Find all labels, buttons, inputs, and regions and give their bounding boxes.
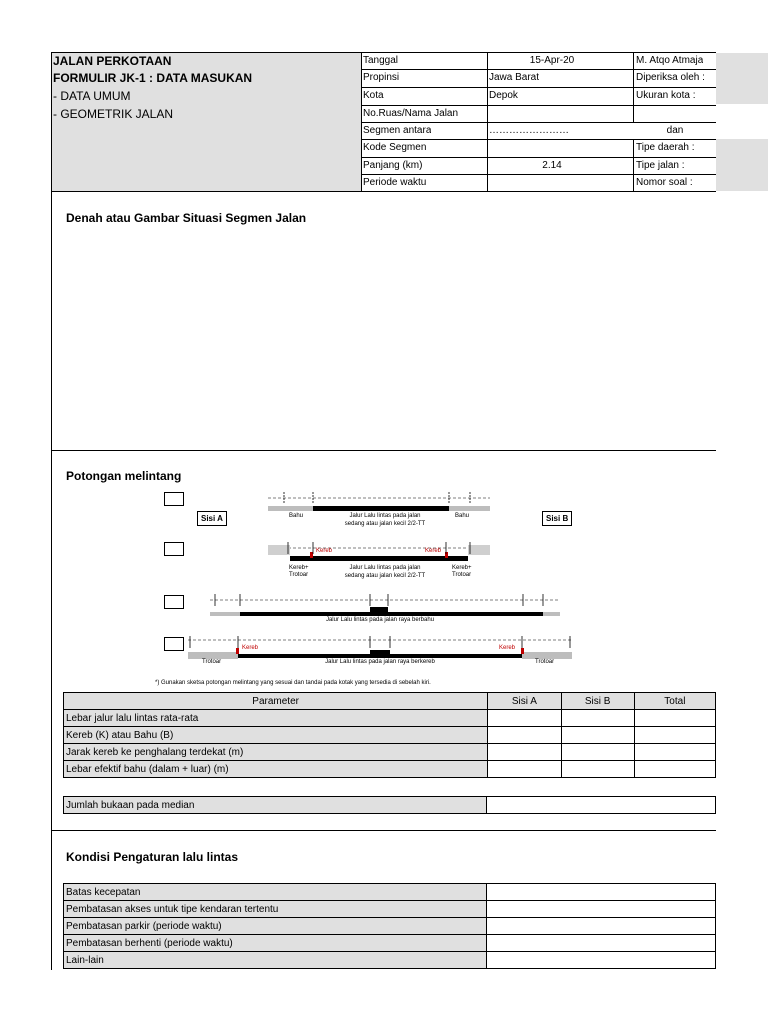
param-label: Lebar jalur lalu lintas rata-rata: [64, 710, 488, 727]
header-field-value[interactable]: ……………………: [489, 125, 569, 136]
sketch-note: *) Gunakan sketsa potongan melintang yang sesuai dan tandai pada kotak yang tersedia di sebelah kiri.: [155, 680, 431, 686]
fig2-right-label: Kereb+: [452, 565, 472, 571]
sketch-3: [210, 594, 560, 616]
median-table: [63, 796, 716, 814]
parameter-header-row: [64, 693, 716, 710]
sketch-1: [268, 492, 490, 511]
sisi-b-cell[interactable]: [561, 744, 634, 761]
header-right-field: Diperiksa oleh :: [636, 72, 705, 83]
col-sisi-a: Sisi A: [488, 693, 561, 710]
kondisi-label: Pembatasan berhenti (periode waktu): [64, 935, 487, 952]
sisi-a-cell[interactable]: [488, 761, 561, 778]
sisi-b-label: Sisi B: [542, 511, 572, 526]
section-geometrik: - GEOMETRIK JALAN: [53, 107, 174, 121]
fig2-caption-2: sedang atau jalan kecil 2/2-TT: [344, 573, 426, 579]
header-field-label: Kode Segmen: [363, 142, 427, 153]
header-field-label: Tanggal: [363, 55, 399, 66]
parameter-table: [63, 692, 716, 778]
fig1-caption-2: sedang atau jalan kecil 2/2-TT: [344, 521, 426, 527]
fig4-kereb-left: Kereb: [242, 645, 259, 651]
header-right-field: M. Atqo Atmaja: [636, 55, 704, 66]
form-subtitle: FORMULIR JK-1 : DATA MASUKAN: [53, 71, 253, 85]
header-right-panel-bottom: [716, 139, 768, 191]
potongan-title: Potongan melintang: [66, 469, 182, 483]
header-field-label: Kota: [363, 90, 384, 101]
table-row: [64, 797, 716, 814]
sisi-b-cell[interactable]: [561, 727, 634, 744]
table-row: [64, 744, 716, 761]
denah-title: Denah atau Gambar Situasi Segmen Jalan: [66, 211, 307, 225]
sisi-b-cell[interactable]: [561, 761, 634, 778]
fig2-left-label: Kereb+: [289, 565, 309, 571]
sisi-a-cell[interactable]: [488, 710, 561, 727]
col-sisi-b: Sisi B: [561, 693, 634, 710]
fig2-caption-1: Jalur Lalu lintas pada jalan: [349, 565, 421, 571]
sisi-a-cell[interactable]: [488, 744, 561, 761]
param-label: Lebar efektif bahu (dalam + luar) (m): [64, 761, 488, 778]
header-field-value[interactable]: 2.14: [542, 160, 562, 171]
table-row: [64, 935, 716, 952]
param-label: Kereb (K) atau Bahu (B): [64, 727, 488, 744]
fig4-left-label: Trotoar: [202, 659, 222, 665]
fig4-right-label: Trotoar: [535, 659, 555, 665]
col-total: Total: [634, 693, 715, 710]
kondisi-value-cell[interactable]: [487, 901, 716, 918]
header-field-label: Segmen antara: [363, 125, 432, 136]
total-cell[interactable]: [634, 744, 715, 761]
kondisi-value-cell[interactable]: [487, 952, 716, 969]
kondisi-label: Batas kecepatan: [64, 884, 487, 901]
table-row: [64, 918, 716, 935]
kondisi-title: Kondisi Pengaturan lalu lintas: [66, 850, 239, 864]
header-field-value[interactable]: 15-Apr-20: [529, 55, 575, 66]
kondisi-value-cell[interactable]: [487, 935, 716, 952]
sisi-a-label: Sisi A: [197, 511, 227, 526]
fig3-caption: Jalur Lalu lintas pada jalan raya berbahu: [325, 617, 435, 623]
total-cell[interactable]: [634, 727, 715, 744]
table-row: [64, 727, 716, 744]
header-field-label: Panjang (km): [363, 160, 423, 171]
kondisi-value-cell[interactable]: [487, 918, 716, 935]
table-row: [64, 710, 716, 727]
sisi-a-cell[interactable]: [488, 727, 561, 744]
header-right-field: Tipe daerah :: [636, 142, 695, 153]
median-value-cell[interactable]: [487, 797, 716, 814]
fig2-left-label-2: Trotoar: [289, 572, 309, 578]
fig1-caption-1: Jalur Lalu lintas pada jalan: [349, 513, 421, 519]
header-field-label: Propinsi: [363, 72, 400, 83]
kondisi-label: Pembatasan akses untuk tipe kendaran tertentu: [64, 901, 487, 918]
sketch-2: [268, 542, 490, 561]
section-data-umum: - DATA UMUM: [53, 89, 131, 103]
header-field-label: No.Ruas/Nama Jalan: [363, 108, 459, 119]
header-right-field: Nomor soal :: [636, 177, 693, 188]
table-row: [64, 901, 716, 918]
header-right-panel-top: [716, 53, 768, 104]
fig2-kereb-left: Kereb: [316, 548, 333, 554]
header-field-value[interactable]: Depok: [489, 90, 518, 101]
table-row: [64, 952, 716, 969]
table-row: [64, 884, 716, 901]
total-cell[interactable]: [634, 710, 715, 727]
median-label: Jumlah bukaan pada median: [64, 797, 487, 814]
total-cell[interactable]: [634, 761, 715, 778]
col-parameter: Parameter: [64, 693, 488, 710]
header-right-field: Tipe jalan :: [636, 160, 685, 171]
header-field-label: Periode waktu: [363, 177, 427, 188]
form-title: JALAN PERKOTAAN: [53, 54, 172, 68]
fig2-kereb-right: Kereb: [425, 548, 442, 554]
header-right-field: Ukuran kota :: [636, 90, 696, 101]
kondisi-table: [63, 883, 716, 969]
kondisi-label: Lain-lain: [64, 952, 487, 969]
table-row: [64, 761, 716, 778]
param-label: Jarak kereb ke penghalang terdekat (m): [64, 744, 488, 761]
header-field-value[interactable]: Jawa Barat: [489, 72, 540, 83]
sisi-b-cell[interactable]: [561, 710, 634, 727]
fig2-right-label-2: Trotoar: [452, 572, 472, 578]
kondisi-value-cell[interactable]: [487, 884, 716, 901]
kondisi-label: Pembatasan parkir (periode waktu): [64, 918, 487, 935]
fig1-left-label: Bahu: [289, 513, 304, 519]
header-right-field: dan: [666, 125, 684, 136]
fig4-caption: Jalur Lalu lintas pada jalan raya berkereb: [325, 659, 435, 665]
fig4-kereb-right: Kereb: [499, 645, 516, 651]
fig1-right-label: Bahu: [455, 513, 470, 519]
